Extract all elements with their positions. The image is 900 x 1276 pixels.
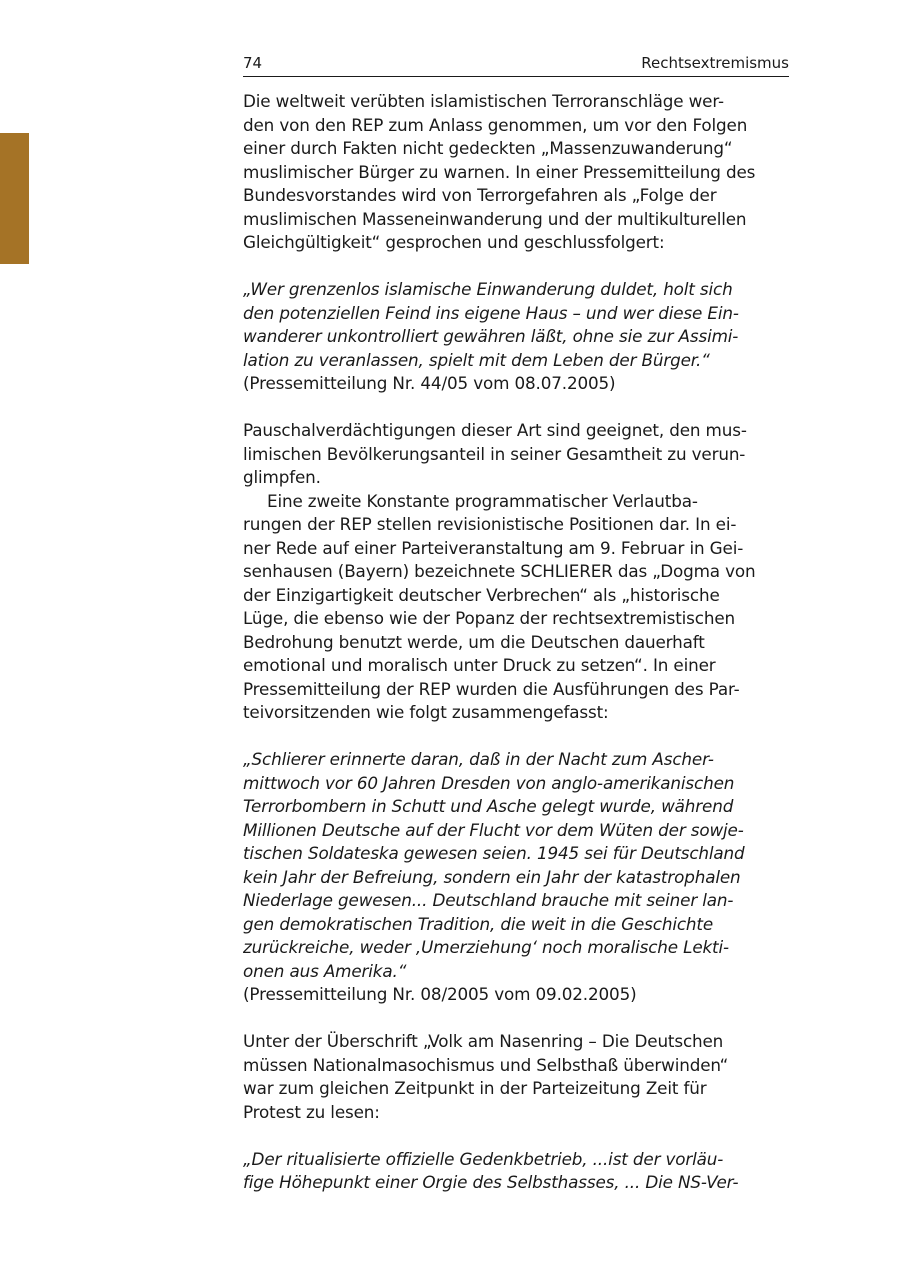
paragraph-4 <box>243 1030 789 1124</box>
quote-line: Terrorbombern in Schutt und Asche gelegt wurde, während <box>243 796 734 816</box>
quote-line: Niederlage gewesen... Deutschland brauche mit seiner lan- <box>243 890 734 910</box>
page-header <box>243 52 789 77</box>
page-body <box>243 90 789 1195</box>
quote-line: wanderer unkontrolliert gewähren läßt, ohne sie zur Assimi- <box>243 326 739 346</box>
text-line: einer durch Fakten nicht gedeckten „Massenzuwanderung“ <box>243 138 733 158</box>
paragraph-1 <box>243 90 789 255</box>
quote-line: zurückreiche, weder ‚Umerziehung‘ noch moralische Lekti- <box>243 937 729 957</box>
text-line: Bundesvorstandes wird von Terrorgefahren als „Folge der <box>243 185 717 205</box>
text-line: limischen Bevölkerungsanteil in seiner Gesamtheit zu verun- <box>243 443 746 464</box>
text-line: Lüge, die ebenso wie der Popanz der rechtsextremistischen <box>243 608 736 628</box>
text-line: den von den REP zum Anlass genommen, um vor den Folgen <box>243 114 748 135</box>
quote-line: tischen Soldateska gewesen seien. 1945 sei für Deutschland <box>243 843 745 863</box>
quote-line: onen aus Amerika.“ <box>243 960 407 981</box>
text-line: Protest zu lesen: <box>243 1101 380 1122</box>
page-number: 74 <box>243 54 263 72</box>
text-line: müssen Nationalmasochismus und Selbsthaß überwinden“ <box>243 1054 729 1075</box>
text-line: Gleichgültigkeit“ gesprochen und geschlussfolgert: <box>243 232 665 252</box>
quote-source-2: (Pressemitteilung Nr. 08/2005 vom 09.02.2005) <box>243 984 637 1004</box>
text-line: der Einzigartigkeit deutscher Verbrechen“ als „historische <box>243 584 720 605</box>
chapter-marker-tab <box>0 133 29 264</box>
text-line: Bedrohung benutzt werde, um die Deutschen dauerhaft <box>243 631 705 652</box>
text-line: Unter der Überschrift „Volk am Nasenring – Die Deutschen <box>243 1031 724 1051</box>
quote-line: fige Höhepunkt einer Orgie des Selbsthasses, ... Die NS-Ver- <box>243 1172 739 1192</box>
text-line: ner Rede auf einer Parteiveranstaltung am 9. Februar in Gei- <box>243 537 744 558</box>
quote-line: den potenziellen Feind ins eigene Haus – und wer diese Ein- <box>243 302 739 323</box>
quote-source-1: (Pressemitteilung Nr. 44/05 vom 08.07.2005) <box>243 373 616 393</box>
text-line: Eine zweite Konstante programmatischer Verlautba- <box>267 490 698 511</box>
text-line: senhausen (Bayern) bezeichnete SCHLIERER das „Dogma von <box>243 561 756 581</box>
quote-line: Millionen Deutsche auf der Flucht vor dem Wüten der sowje- <box>243 819 744 840</box>
quote-1 <box>243 278 789 372</box>
text-line: Die weltweit verübten islamistischen Terroranschläge wer- <box>243 91 724 111</box>
text-line: teivorsitzenden wie folgt zusammengefasst: <box>243 702 609 722</box>
quote-2 <box>243 748 789 983</box>
paragraph-3 <box>243 490 789 725</box>
running-head: Rechtsextremismus <box>641 54 789 72</box>
quote-line: kein Jahr der Befreiung, sondern ein Jahr der katastrophalen <box>243 866 741 887</box>
quote-line: mittwoch vor 60 Jahren Dresden von anglo-amerikanischen <box>243 772 735 793</box>
text-line: muslimischer Bürger zu warnen. In einer Pressemitteilung des <box>243 161 756 182</box>
text-line: rungen der REP stellen revisionistische Positionen dar. In ei- <box>243 514 737 534</box>
quote-3 <box>243 1148 789 1195</box>
text-line: emotional und moralisch unter Druck zu setzen“. In einer <box>243 655 716 675</box>
text-line: war zum gleichen Zeitpunkt in der Parteizeitung Zeit für <box>243 1078 707 1098</box>
quote-line: „Wer grenzenlos islamische Einwanderung duldet, holt sich <box>243 279 733 299</box>
text-line: muslimischen Masseneinwanderung und der multikulturellen <box>243 208 747 229</box>
quote-line: gen demokratischen Tradition, die weit in die Geschichte <box>243 913 714 934</box>
text-line: Pauschalverdächtigungen dieser Art sind geeignet, den mus- <box>243 420 747 440</box>
paragraph-2 <box>243 419 789 490</box>
quote-line: lation zu veranlassen, spielt mit dem Leben der Bürger.“ <box>243 349 710 370</box>
text-line: glimpfen. <box>243 467 321 487</box>
text-line: Pressemitteilung der REP wurden die Ausführungen des Par- <box>243 678 740 699</box>
quote-line: „Schlierer erinnerte daran, daß in der Nacht zum Ascher- <box>243 749 714 769</box>
quote-line: „Der ritualisierte offizielle Gedenkbetrieb, ...ist der vorläu- <box>243 1148 724 1169</box>
